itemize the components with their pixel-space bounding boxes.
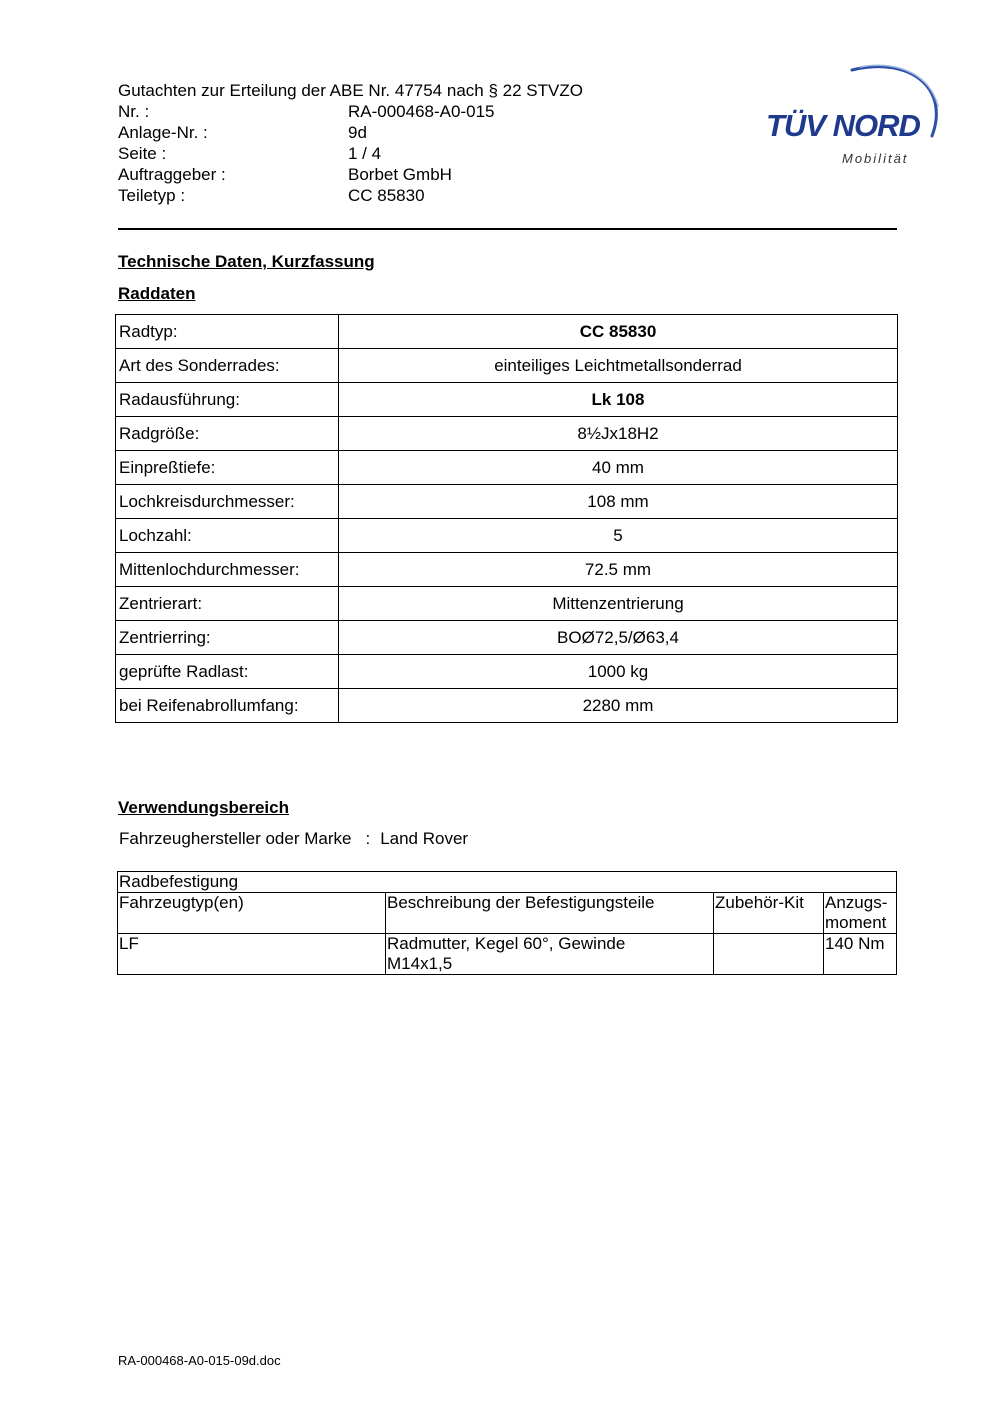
row-key: bei Reifenabrollumfang: (116, 689, 339, 723)
row-key: Mittenlochdurchmesser: (116, 553, 339, 587)
table-row (116, 587, 898, 621)
logo-subtitle: Mobilität (842, 151, 909, 166)
row-value: 1000 kg (339, 655, 898, 689)
header-line: moment (825, 913, 887, 932)
row-value: BOØ72,5/Ø63,4 (339, 621, 898, 655)
table-row (116, 349, 898, 383)
row-key: Radausführung: (116, 383, 339, 417)
header-label: Auftraggeber : (118, 165, 226, 184)
table-row (116, 315, 898, 349)
header-label: Teiletyp : (118, 186, 186, 205)
manufacturer-value: Land Rover (380, 829, 469, 848)
column-header-fahrzeugtyp: Fahrzeugtyp(en) (118, 893, 386, 934)
radbefestigung-table (117, 871, 897, 975)
row-value: CC 85830 (339, 315, 898, 349)
row-key: Radtyp: (116, 315, 339, 349)
header-value: 1 / 4 (348, 144, 382, 163)
document-header (118, 80, 738, 206)
header-value: 9d (348, 123, 367, 142)
technische-daten-heading: Technische Daten, Kurzfassung (118, 252, 375, 271)
table-row (116, 655, 898, 689)
table-row (116, 519, 898, 553)
logo-brand: TÜV NORD (766, 108, 920, 143)
table-row (116, 689, 898, 723)
table-row (116, 553, 898, 587)
raddaten-table (115, 314, 898, 723)
row-key: Einpreßtiefe: (116, 451, 339, 485)
row-key: Lochzahl: (116, 519, 339, 553)
table-row (118, 934, 897, 975)
header-divider (118, 228, 897, 230)
header-row-auftraggeber (118, 164, 738, 185)
header-label: Anlage-Nr. : (118, 123, 208, 142)
raddaten-heading: Raddaten (118, 284, 196, 303)
row-value: Lk 108 (339, 383, 898, 417)
row-value: 40 mm (339, 451, 898, 485)
table-title: Radbefestigung (118, 872, 897, 893)
table-header-row (118, 893, 897, 934)
row-key: Radgröße: (116, 417, 339, 451)
cell-anzugsmoment: 140 Nm (824, 934, 897, 975)
row-value: 108 mm (339, 485, 898, 519)
table-row (116, 485, 898, 519)
table-title-row (118, 872, 897, 893)
column-header-anzugsmoment (824, 893, 897, 934)
cell-beschreibung (386, 934, 714, 975)
header-line: Anzugs- (825, 893, 888, 912)
row-value: Mittenzentrierung (339, 587, 898, 621)
column-header-zubehoer: Zubehör-Kit (714, 893, 824, 934)
header-row-seite (118, 143, 738, 164)
cell-line: Radmutter, Kegel 60°, Gewinde (387, 934, 626, 953)
verwendungsbereich-heading: Verwendungsbereich (118, 798, 289, 817)
row-key: Zentrierring: (116, 621, 339, 655)
row-value: 72.5 mm (339, 553, 898, 587)
header-value: RA-000468-A0-015 (348, 102, 495, 121)
tuev-nord-logo (760, 58, 950, 178)
manufacturer-colon: : (365, 829, 371, 848)
header-label: Seite : (118, 144, 167, 163)
row-value: 8½Jx18H2 (339, 417, 898, 451)
footer-filename: RA-000468-A0-015-09d.doc (118, 1353, 281, 1368)
row-key: Zentrierart: (116, 587, 339, 621)
table-row (116, 417, 898, 451)
header-value: CC 85830 (348, 186, 425, 205)
manufacturer-label: Fahrzeughersteller oder Marke (119, 829, 352, 848)
table-row (116, 451, 898, 485)
row-value: 2280 mm (339, 689, 898, 723)
row-key: Art des Sonderrades: (116, 349, 339, 383)
cell-zubehoer (714, 934, 824, 975)
manufacturer-line (119, 829, 468, 849)
table-row (116, 621, 898, 655)
row-key: geprüfte Radlast: (116, 655, 339, 689)
header-value: Borbet GmbH (348, 165, 452, 184)
row-value: einteiliges Leichtmetallsonderrad (339, 349, 898, 383)
column-header-beschreibung: Beschreibung der Befestigungsteile (386, 893, 714, 934)
row-key: Lochkreisdurchmesser: (116, 485, 339, 519)
cell-fahrzeugtyp: LF (118, 934, 386, 975)
header-row-anlage (118, 122, 738, 143)
table-row (116, 383, 898, 417)
document-title: Gutachten zur Erteilung der ABE Nr. 47754 nach § 22 STVZO (118, 81, 583, 100)
row-value: 5 (339, 519, 898, 553)
header-label: Nr. : (118, 102, 150, 121)
header-row-nr (118, 101, 738, 122)
header-row-teiletyp (118, 185, 738, 206)
cell-line: M14x1,5 (387, 954, 453, 973)
